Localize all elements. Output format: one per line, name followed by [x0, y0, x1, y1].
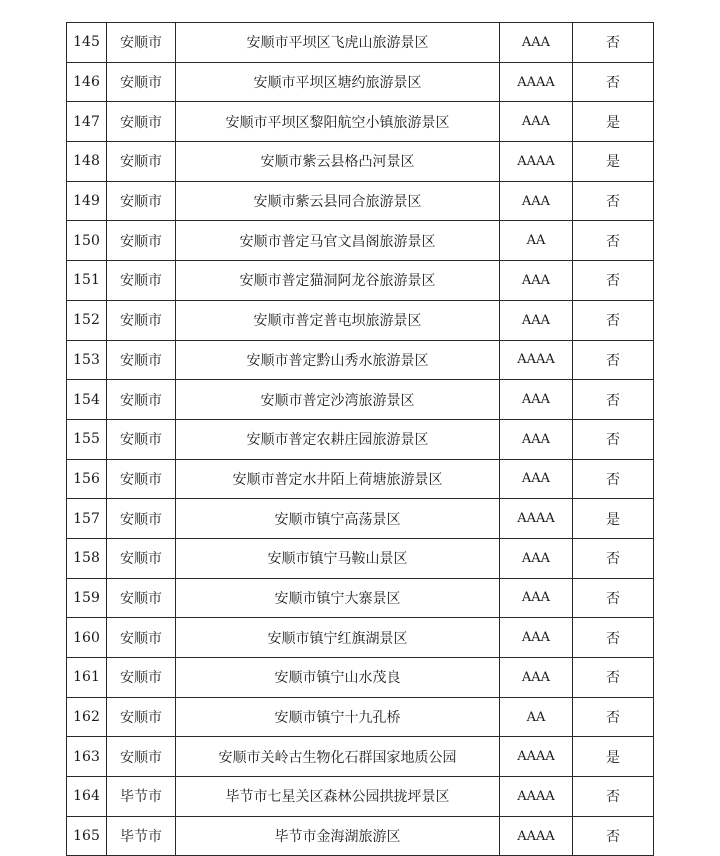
scenic-name-cell: 安顺市普定水井陌上荷塘旅游景区 [176, 459, 500, 499]
flag-cell: 是 [573, 102, 654, 142]
flag-cell: 否 [573, 23, 654, 63]
table-row [67, 181, 654, 221]
level-cell: AAA [500, 380, 573, 420]
city-cell: 安顺市 [107, 62, 176, 102]
table-row [67, 578, 654, 618]
city-cell: 安顺市 [107, 538, 176, 578]
city-cell: 安顺市 [107, 737, 176, 777]
row-number: 163 [67, 737, 107, 777]
level-cell: AA [500, 221, 573, 261]
flag-cell: 否 [573, 777, 654, 817]
flag-cell: 否 [573, 221, 654, 261]
city-cell: 安顺市 [107, 340, 176, 380]
level-cell: AAA [500, 261, 573, 301]
row-number: 158 [67, 538, 107, 578]
city-cell: 毕节市 [107, 777, 176, 817]
table-row [67, 499, 654, 539]
level-cell: AAA [500, 300, 573, 340]
scenic-name-cell: 安顺市普定猫洞阿龙谷旅游景区 [176, 261, 500, 301]
city-cell: 毕节市 [107, 816, 176, 856]
row-number: 156 [67, 459, 107, 499]
table-row [67, 142, 654, 182]
city-cell: 安顺市 [107, 221, 176, 261]
row-number: 150 [67, 221, 107, 261]
table-row [67, 419, 654, 459]
city-cell: 安顺市 [107, 102, 176, 142]
flag-cell: 否 [573, 697, 654, 737]
table-row [67, 300, 654, 340]
scenic-name-cell: 安顺市平坝区黎阳航空小镇旅游景区 [176, 102, 500, 142]
scenic-name-cell: 安顺市普定马官文昌阁旅游景区 [176, 221, 500, 261]
flag-cell: 否 [573, 618, 654, 658]
flag-cell: 是 [573, 737, 654, 777]
city-cell: 安顺市 [107, 181, 176, 221]
table-row [67, 697, 654, 737]
flag-cell: 是 [573, 499, 654, 539]
row-number: 148 [67, 142, 107, 182]
level-cell: AAAA [500, 62, 573, 102]
scenic-name-cell: 安顺市普定农耕庄园旅游景区 [176, 419, 500, 459]
scenic-name-cell: 毕节市金海湖旅游区 [176, 816, 500, 856]
table-row [67, 459, 654, 499]
level-cell: AAAA [500, 499, 573, 539]
city-cell: 安顺市 [107, 419, 176, 459]
row-number: 165 [67, 816, 107, 856]
table-row [67, 221, 654, 261]
city-cell: 安顺市 [107, 697, 176, 737]
flag-cell: 否 [573, 578, 654, 618]
row-number: 146 [67, 62, 107, 102]
flag-cell: 否 [573, 181, 654, 221]
city-cell: 安顺市 [107, 300, 176, 340]
scenic-name-cell: 安顺市镇宁十九孔桥 [176, 697, 500, 737]
flag-cell: 否 [573, 380, 654, 420]
city-cell: 安顺市 [107, 499, 176, 539]
table-row [67, 102, 654, 142]
row-number: 161 [67, 658, 107, 698]
row-number: 149 [67, 181, 107, 221]
city-cell: 安顺市 [107, 142, 176, 182]
city-cell: 安顺市 [107, 658, 176, 698]
row-number: 153 [67, 340, 107, 380]
row-number: 155 [67, 419, 107, 459]
scenic-name-cell: 安顺市镇宁高荡景区 [176, 499, 500, 539]
flag-cell: 否 [573, 538, 654, 578]
scenic-name-cell: 毕节市七星关区森林公园拱拢坪景区 [176, 777, 500, 817]
level-cell: AAA [500, 102, 573, 142]
flag-cell: 否 [573, 62, 654, 102]
flag-cell: 否 [573, 340, 654, 380]
city-cell: 安顺市 [107, 261, 176, 301]
row-number: 151 [67, 261, 107, 301]
level-cell: AAAA [500, 737, 573, 777]
city-cell: 安顺市 [107, 459, 176, 499]
row-number: 152 [67, 300, 107, 340]
flag-cell: 否 [573, 816, 654, 856]
scenic-name-cell: 安顺市镇宁红旗湖景区 [176, 618, 500, 658]
table-row [67, 62, 654, 102]
level-cell: AAAA [500, 340, 573, 380]
level-cell: AA [500, 697, 573, 737]
level-cell: AAA [500, 658, 573, 698]
table-row [67, 737, 654, 777]
row-number: 145 [67, 23, 107, 63]
table-row [67, 618, 654, 658]
scenic-name-cell: 安顺市关岭古生物化石群国家地质公园 [176, 737, 500, 777]
table-row [67, 23, 654, 63]
level-cell: AAA [500, 578, 573, 618]
scenic-name-cell: 安顺市普定沙湾旅游景区 [176, 380, 500, 420]
table-row [67, 777, 654, 817]
level-cell: AAAA [500, 816, 573, 856]
level-cell: AAA [500, 618, 573, 658]
flag-cell: 否 [573, 658, 654, 698]
scenic-name-cell: 安顺市普定黔山秀水旅游景区 [176, 340, 500, 380]
row-number: 164 [67, 777, 107, 817]
table-row [67, 261, 654, 301]
row-number: 147 [67, 102, 107, 142]
level-cell: AAAA [500, 777, 573, 817]
row-number: 160 [67, 618, 107, 658]
scenic-name-cell: 安顺市紫云县格凸河景区 [176, 142, 500, 182]
scenic-name-cell: 安顺市紫云县同合旅游景区 [176, 181, 500, 221]
row-number: 157 [67, 499, 107, 539]
city-cell: 安顺市 [107, 578, 176, 618]
scenic-name-cell: 安顺市平坝区塘约旅游景区 [176, 62, 500, 102]
scenic-name-cell: 安顺市普定普屯坝旅游景区 [176, 300, 500, 340]
flag-cell: 否 [573, 261, 654, 301]
flag-cell: 否 [573, 300, 654, 340]
scenic-name-cell: 安顺市镇宁山水茂良 [176, 658, 500, 698]
flag-cell: 否 [573, 419, 654, 459]
table-row [67, 538, 654, 578]
level-cell: AAA [500, 181, 573, 221]
level-cell: AAA [500, 23, 573, 63]
city-cell: 安顺市 [107, 23, 176, 63]
scenic-name-cell: 安顺市镇宁大寨景区 [176, 578, 500, 618]
level-cell: AAA [500, 419, 573, 459]
flag-cell: 否 [573, 459, 654, 499]
scenic-area-table [66, 22, 654, 856]
city-cell: 安顺市 [107, 618, 176, 658]
row-number: 154 [67, 380, 107, 420]
level-cell: AAA [500, 459, 573, 499]
city-cell: 安顺市 [107, 380, 176, 420]
table-row [67, 816, 654, 856]
table-body [67, 23, 654, 856]
row-number: 162 [67, 697, 107, 737]
level-cell: AAAA [500, 142, 573, 182]
table-row [67, 658, 654, 698]
flag-cell: 是 [573, 142, 654, 182]
table-row [67, 340, 654, 380]
row-number: 159 [67, 578, 107, 618]
scenic-name-cell: 安顺市镇宁马鞍山景区 [176, 538, 500, 578]
level-cell: AAA [500, 538, 573, 578]
table-row [67, 380, 654, 420]
scenic-name-cell: 安顺市平坝区飞虎山旅游景区 [176, 23, 500, 63]
